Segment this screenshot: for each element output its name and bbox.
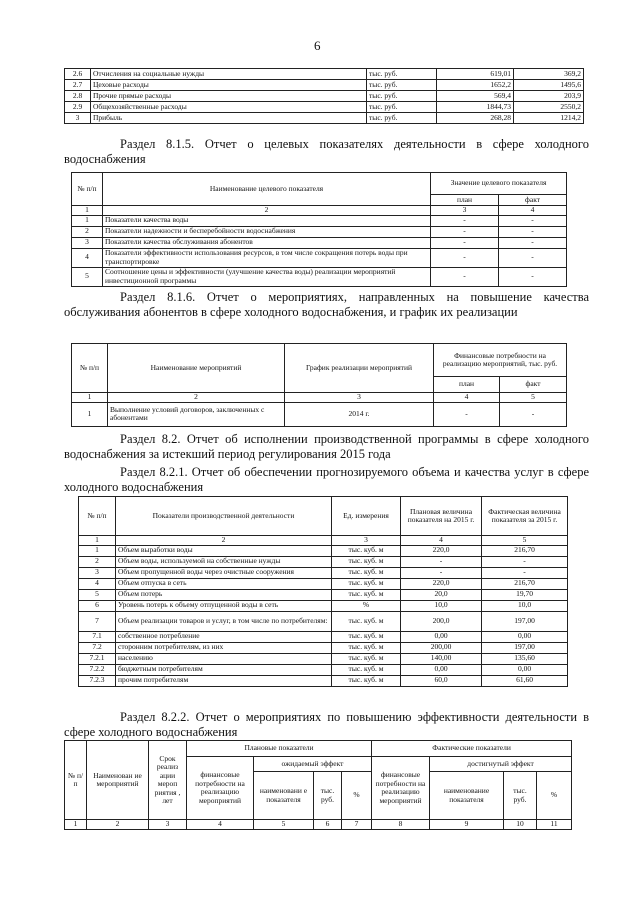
col-plan-header: Плановая величина показателя на 2015 г. bbox=[401, 497, 482, 536]
table-row: 2.7 Цеховые расходы тыс. руб. 1652,2 1495,6 bbox=[65, 80, 584, 91]
table-row: 2.9 Общехозяйственные расходы тыс. руб. 1844,73 2550,2 bbox=[65, 102, 584, 113]
table-row: 5 Соотношение цены и эффективности (улучшение качества воды) реализации мероприятий инвестиционной программы - - bbox=[72, 267, 567, 286]
col-num-header: № п/п bbox=[79, 497, 116, 536]
table-row: 6 Уровень потерь к объему отпущенной воды в сеть % 10,0 10,0 bbox=[79, 600, 568, 611]
col-pct-planned: % bbox=[342, 772, 372, 820]
col-term-header: Срок реализ ации мероп риятия , лет bbox=[149, 741, 187, 820]
table-row: 7.2.1 населению тыс. куб. м 140,00 135,60 bbox=[79, 653, 568, 664]
col-fin-planned-header: финансовые потребности на реализацию мероприятий bbox=[187, 757, 254, 820]
col-name-header: Показатели производственной деятельности bbox=[116, 497, 332, 536]
table-row: 5 Объем потерь тыс. куб. м 20,0 19,70 bbox=[79, 589, 568, 600]
table-row: 7.2.2 бюджетным потребителям тыс. куб. м 0,00 0,00 bbox=[79, 664, 568, 675]
col-fact-header: факт bbox=[500, 377, 567, 393]
costs-table bbox=[64, 68, 584, 124]
col-schedule-header: График реализации мероприятий bbox=[285, 344, 434, 393]
section-8-1-6-heading: Раздел 8.1.6. Отчет о мероприятиях, направленных на повышение качества обслуживания абонентов в сфере холодного водоснабжения, и график их реализации bbox=[64, 290, 589, 319]
col-trub-actual: тыс. руб. bbox=[504, 772, 537, 820]
col-value-header: Значение целевого показателя bbox=[431, 173, 567, 195]
col-indicator-actual: наименование показателя bbox=[430, 772, 504, 820]
table-row: 7.1 собственное потребление тыс. куб. м 0,00 0,00 bbox=[79, 631, 568, 642]
production-indicators-table bbox=[78, 496, 568, 687]
table-row: 3 Прибыль тыс. руб. 268,28 1214,2 bbox=[65, 113, 584, 124]
page-number: 6 bbox=[314, 38, 321, 53]
table-row: 3 Объем пропущенной воды через очистные сооружения тыс. куб. м - - bbox=[79, 567, 568, 578]
col-name-header: Наименование мероприятий bbox=[108, 344, 285, 393]
actual-indicators-header: Фактические показатели bbox=[372, 741, 572, 757]
col-plan-header: план bbox=[434, 377, 500, 393]
col-trub-planned: тыс. руб. bbox=[314, 772, 342, 820]
section-8-1-5-heading: Раздел 8.1.5. Отчет о целевых показателях деятельности в сфере холодного водоснабжения bbox=[64, 137, 589, 166]
table-row: 4 Показатели эффективности использования ресурсов, в том числе сокращения потерь воды при транспортировке - - bbox=[72, 248, 567, 267]
col-fin-header: Финансовые потребности на реализацию мероприятий, тыс. руб. bbox=[434, 344, 567, 377]
efficiency-measures-table bbox=[64, 740, 572, 830]
table-row: 1 Объем выработки воды тыс. куб. м 220,0 216,70 bbox=[79, 545, 568, 556]
table-row: 2 Объем воды, используемой на собственные нужды тыс. куб. м - - bbox=[79, 556, 568, 567]
table-row: 7.2 сторонним потребителям, из них тыс. куб. м 200,00 197,00 bbox=[79, 642, 568, 653]
col-fact-header: факт bbox=[499, 195, 567, 206]
planned-indicators-header: Плановые показатели bbox=[187, 741, 372, 757]
col-fin-actual-header: финансовые потребности на реализацию мероприятий bbox=[372, 757, 430, 820]
section-8-2-1-heading: Раздел 8.2.1. Отчет об обеспечении прогнозируемого объема и качества услуг в сфере холодного водоснабжения bbox=[64, 465, 589, 494]
service-measures-table bbox=[71, 343, 567, 427]
expected-effect-header: ожидаемый эффект bbox=[254, 757, 372, 772]
col-indicator-planned: наименовани е показателя bbox=[254, 772, 314, 820]
col-fact-header: Фактическая величина показателя за 2015 г. bbox=[482, 497, 568, 536]
table-row: 2.6 Отчисления на социальные нужды тыс. руб. 619,01 369,2 bbox=[65, 69, 584, 80]
table-row: 7.2.3 прочим потребителям тыс. куб. м 60,0 61,60 bbox=[79, 675, 568, 686]
index-row: 1 2 3 4 5 bbox=[79, 536, 568, 546]
table-row: 2.8 Прочие прямые расходы тыс. руб. 569,4 203,9 bbox=[65, 91, 584, 102]
achieved-effect-header: достигнутый эффект bbox=[430, 757, 572, 772]
index-row: 1 2 3 4 bbox=[72, 206, 567, 216]
col-name-header: Наименован ие мероприятий bbox=[87, 741, 149, 820]
table-row: 3 Показатели качества обслуживания абонентов - - bbox=[72, 237, 567, 248]
table-row: 1 Выполнение условий договоров, заключенных с абонентами 2014 г. - - bbox=[72, 402, 567, 426]
index-row: 1 2 3 4 5 6 7 8 9 10 11 bbox=[65, 820, 572, 830]
col-pct-actual: % bbox=[537, 772, 572, 820]
table-row: 2 Показатели надежности и бесперебойности водоснабжения - - bbox=[72, 226, 567, 237]
col-plan-header: план bbox=[431, 195, 499, 206]
col-num-header: № п/ п bbox=[65, 741, 87, 820]
section-8-2-heading: Раздел 8.2. Отчет об исполнении производственной программы в сфере холодного водоснабжения за истекший период регулирования 2015 года bbox=[64, 432, 589, 461]
table-row: 1 Показатели качества воды - - bbox=[72, 215, 567, 226]
col-unit-header: Ед. измерения bbox=[332, 497, 401, 536]
col-num-header: № п/п bbox=[72, 344, 108, 393]
col-num-header: № п/п bbox=[72, 173, 103, 206]
index-row: 1 2 3 4 5 bbox=[72, 393, 567, 403]
target-indicators-table bbox=[71, 172, 567, 287]
col-name-header: Наименование целевого показателя bbox=[103, 173, 431, 206]
section-8-2-2-heading: Раздел 8.2.2. Отчет о мероприятиях по повышению эффективности деятельности в сфере холодного водоснабжения bbox=[64, 710, 589, 739]
table-row: 7 Объем реализации товаров и услуг, в том числе по потребителям: тыс. куб. м 200,0 197,00 bbox=[79, 611, 568, 631]
table-row: 4 Объем отпуска в сеть тыс. куб. м 220,0 216,70 bbox=[79, 578, 568, 589]
